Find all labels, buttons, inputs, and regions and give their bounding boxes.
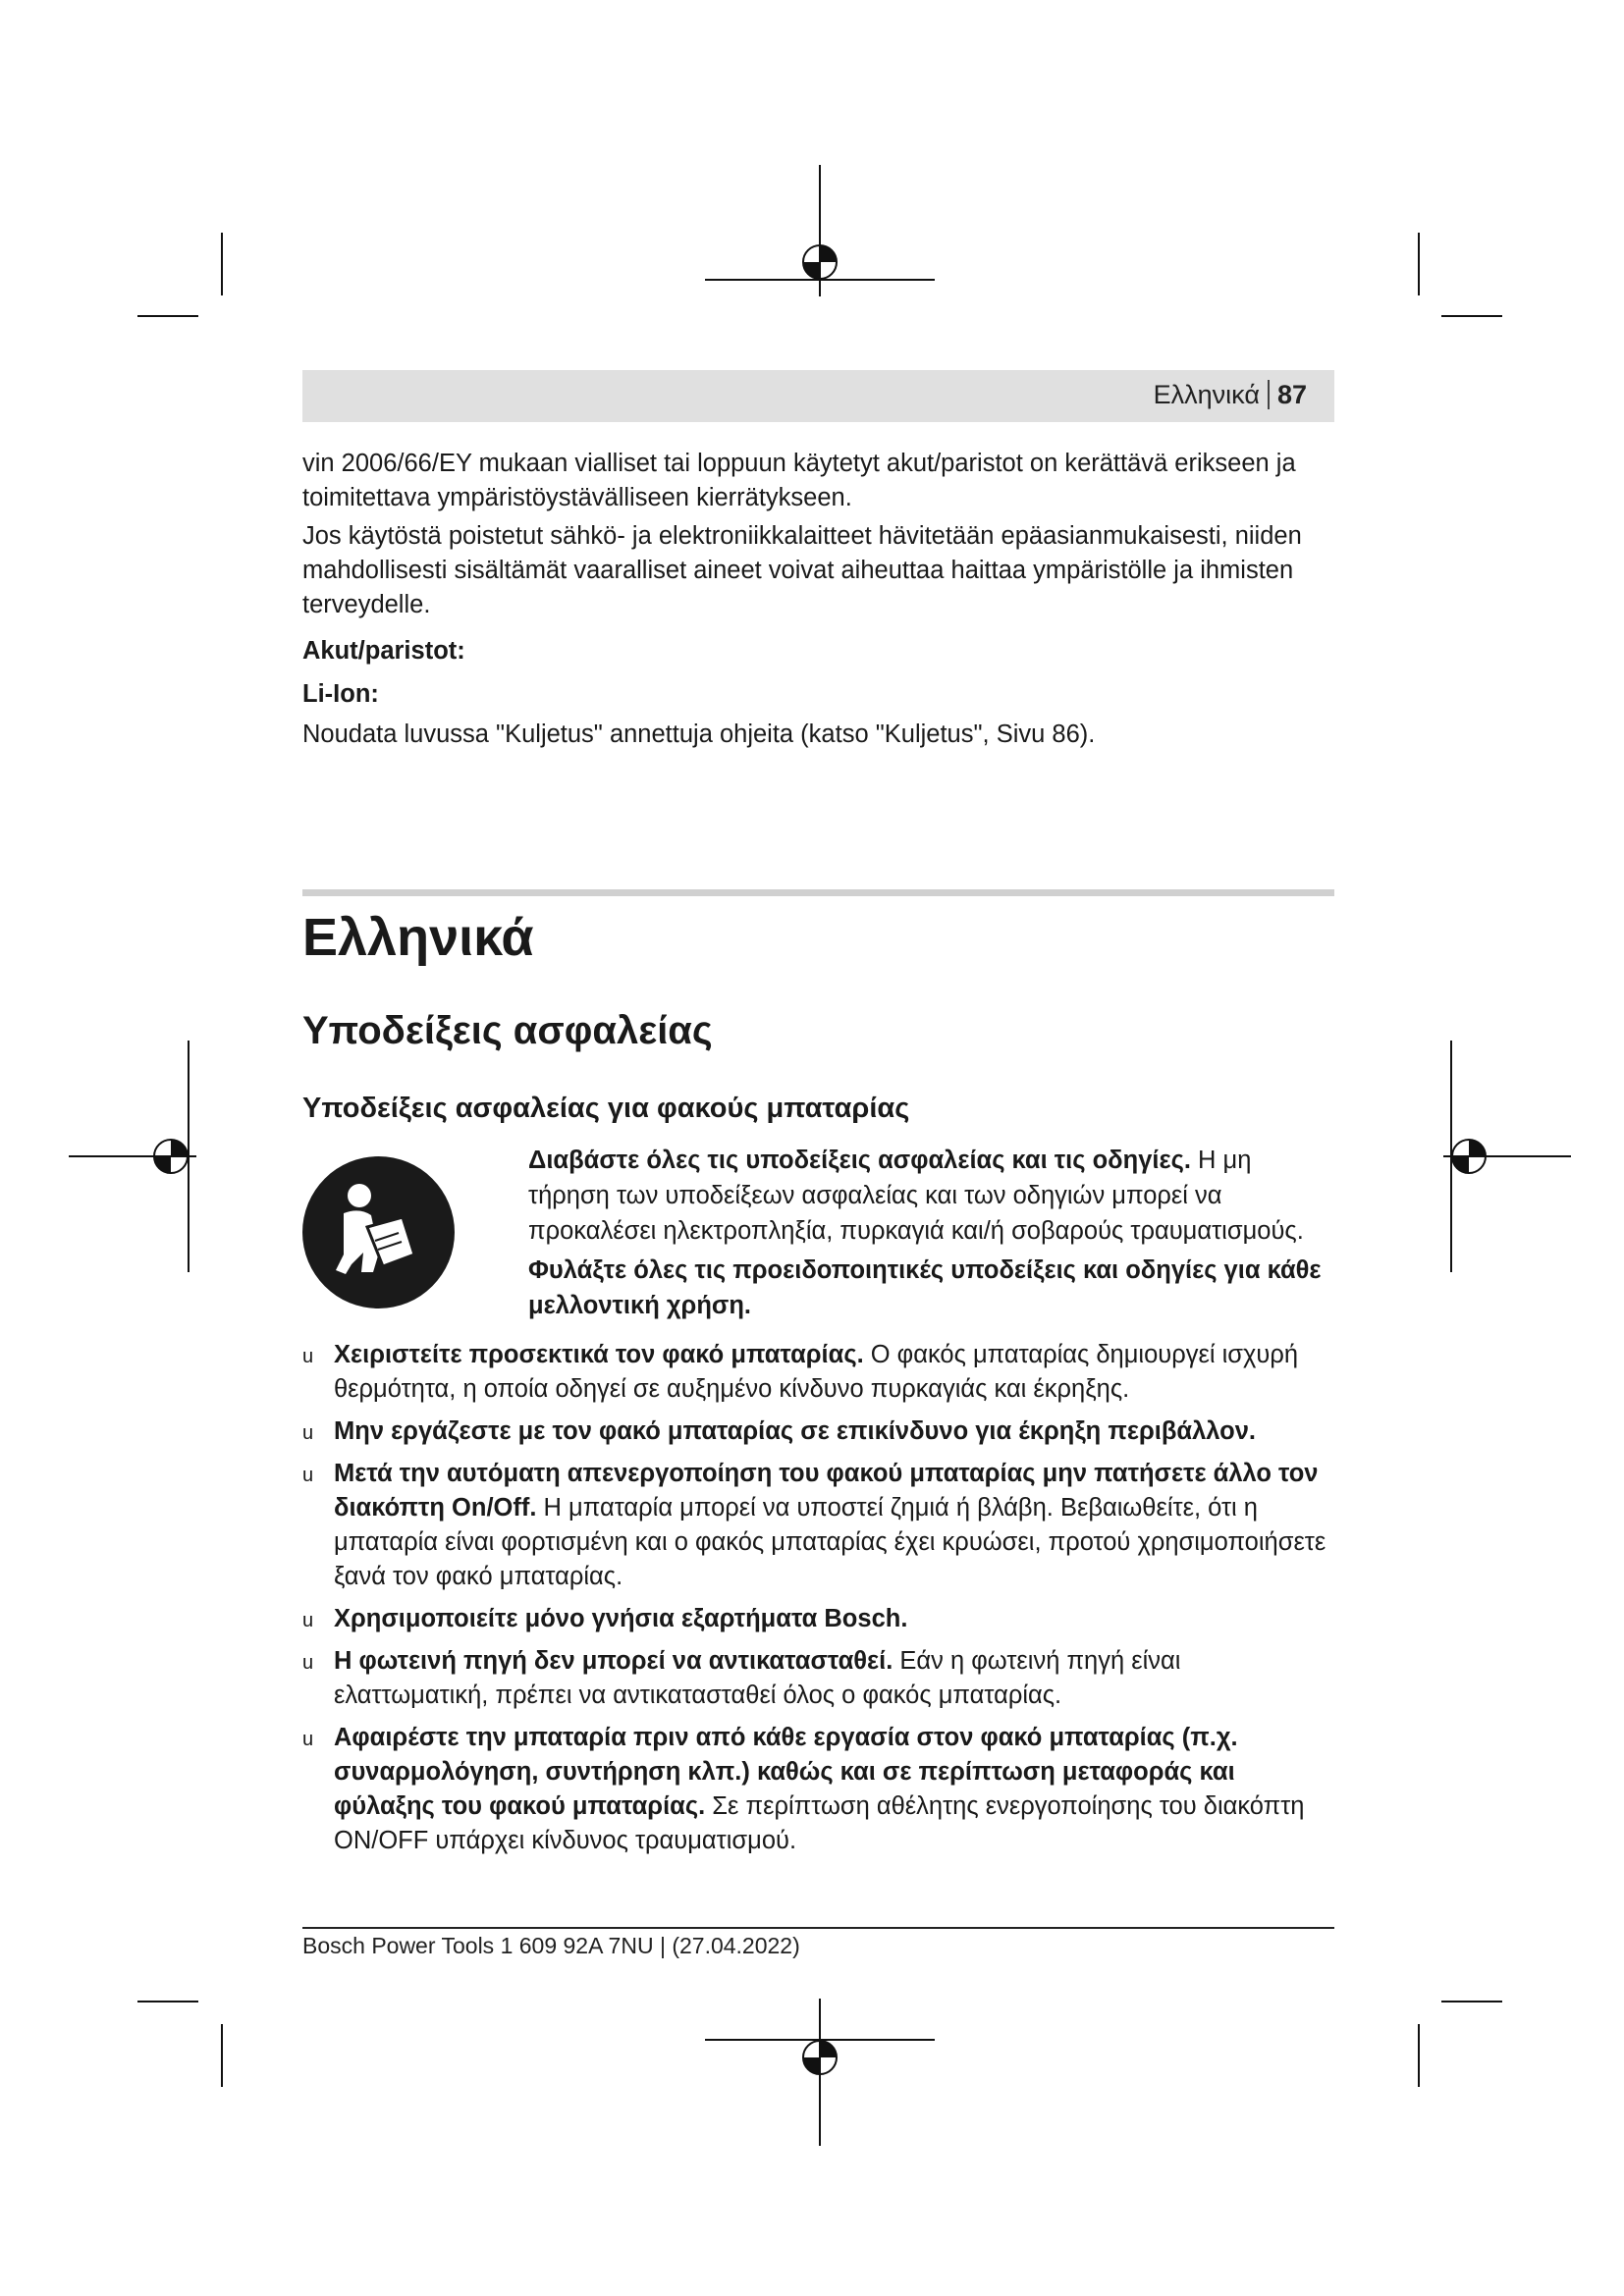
bullet-bold: Αφαιρέστε την μπαταρία πριν από κάθε εργασία στον φακό μπαταρίας (π.χ. συναρμολόγηση, συντήρηση κλπ.) καθώς και σε περίπτωση μεταφοράς και φύλαξης του φακού μπαταρίας.	[334, 1724, 1238, 1820]
bullet-text: Εάν η φωτεινή πηγή είναι ελαττωματική, πρέπει να αντικατασταθεί όλος ο φακός μπαταρίας.	[334, 1647, 1181, 1709]
page-header	[302, 370, 1334, 422]
bullet-bold: Η φωτεινή πηγή δεν μπορεί να αντικατασταθεί.	[334, 1647, 893, 1675]
bullet-icon: u	[302, 1729, 314, 1750]
bullet-text: Ο φακός μπαταρίας δημιουργεί ισχυρή θερμότητα, η οποία οδηγεί σε αυξημένο κίνδυνο πυρκαγιάς και έκρηξης.	[334, 1341, 1299, 1403]
crop-mark	[221, 233, 223, 295]
intro-text: Η μη τήρηση των υποδείξεων ασφαλείας και των οδηγιών μπορεί να προκαλέσει ηλεκτροπληξία, πυρκαγιά και/ή σοβαρούς τραυματισμούς.	[528, 1147, 1304, 1245]
bullet-bold: Μετά την αυτόματη απενεργοποίηση του φακού μπαταρίας μην πατήσετε άλλο τον διακόπτη On/Off.	[334, 1460, 1319, 1522]
section-heading: Υποδείξεις ασφαλείας	[302, 1009, 713, 1052]
crop-mark	[137, 2001, 198, 2002]
registration-mark-icon	[1443, 1041, 1571, 1272]
bullet-icon: u	[302, 1346, 314, 1367]
page-footer: Bosch Power Tools 1 609 92A 7NU | (27.04.2022)	[302, 1933, 800, 1958]
registration-mark-icon	[705, 165, 935, 296]
finnish-section	[302, 447, 1334, 752]
language-title: Ελληνικά	[302, 908, 534, 967]
list-item	[302, 1602, 1334, 1636]
crop-mark	[1441, 315, 1502, 317]
footer-divider	[302, 1927, 1334, 1929]
bullet-bold: Μην εργάζεστε με τον φακό μπαταρίας σε επικίνδυνο για έκρηξη περιβάλλον.	[334, 1417, 1256, 1445]
paragraph: vin 2006/66/EY mukaan vialliset tai loppuun käytetyt akut/paristot on kerättävä erikseen ja toimitettava ympäristöystävälliseen kierrätykseen.	[302, 450, 1296, 511]
list-item	[302, 1644, 1334, 1713]
paragraph: Jos käytöstä poistetut sähkö- ja elektroniikkalaitteet hävitetään epäasianmukaisesti, niiden mahdollisesti sisältämät vaaralliset aineet voivat aiheuttaa haittaa ympäristölle ja ihmisten terveydelle.	[302, 522, 1302, 618]
crop-mark	[1418, 2024, 1420, 2087]
paragraph: Noudata luvussa "Kuljetus" annettuja ohjeita (katso "Kuljetus", Sivu 86).	[302, 721, 1096, 748]
header-divider	[1268, 380, 1270, 409]
crop-mark	[221, 2024, 223, 2087]
list-item	[302, 1721, 1334, 1858]
header-label	[1154, 380, 1307, 410]
bullet-text: Σε περίπτωση αθέλητης ενεργοποίησης του διακόπτη ON/OFF υπάρχει κίνδυνος τραυματισμού.	[334, 1792, 1305, 1854]
section-divider	[302, 889, 1334, 896]
safety-bullets	[302, 1338, 1334, 1866]
crop-mark	[1418, 233, 1420, 295]
intro-bold: Διαβάστε όλες τις υποδείξεις ασφαλείας και τις οδηγίες.	[528, 1147, 1191, 1174]
safety-intro	[528, 1143, 1334, 1323]
header-section: Ελληνικά	[1153, 380, 1260, 409]
list-item	[302, 1457, 1334, 1594]
registration-mark-icon	[705, 1999, 935, 2146]
bullet-icon: u	[302, 1652, 314, 1674]
read-manual-icon	[302, 1156, 455, 1308]
crop-mark	[1441, 2001, 1502, 2002]
keep-instructions: Φυλάξτε όλες τις προειδοποιητικές υποδείξεις και οδηγίες για κάθε μελλοντική χρήση.	[528, 1256, 1322, 1319]
bullet-icon: u	[302, 1422, 314, 1444]
bullet-icon: u	[302, 1465, 314, 1486]
registration-mark-icon	[69, 1041, 196, 1272]
intro-paragraph	[528, 1143, 1334, 1249]
subheading: Li-Ion:	[302, 680, 379, 708]
subsection-heading: Υποδείξεις ασφαλείας για φακούς μπαταρίας	[302, 1093, 910, 1124]
bullet-bold: Χρησιμοποιείτε μόνο γνήσια εξαρτήματα Bosch.	[334, 1605, 908, 1632]
bullet-icon: u	[302, 1610, 314, 1631]
bullet-text: Η μπαταρία μπορεί να υποστεί ζημιά ή βλάβη. Βεβαιωθείτε, ότι η μπαταρία είναι φορτισμένη και ο φακός μπαταρίας έχει κρυώσει, προτού χρησιμοποιήσετε ξανά τον φακό μπαταρίας.	[334, 1494, 1326, 1590]
crop-mark	[137, 315, 198, 317]
list-item	[302, 1338, 1334, 1407]
subheading: Akut/paristot:	[302, 637, 465, 665]
list-item	[302, 1415, 1334, 1449]
page-number: 87	[1276, 380, 1307, 409]
bullet-bold: Χειριστείτε προσεκτικά τον φακό μπαταρίας.	[334, 1341, 864, 1368]
